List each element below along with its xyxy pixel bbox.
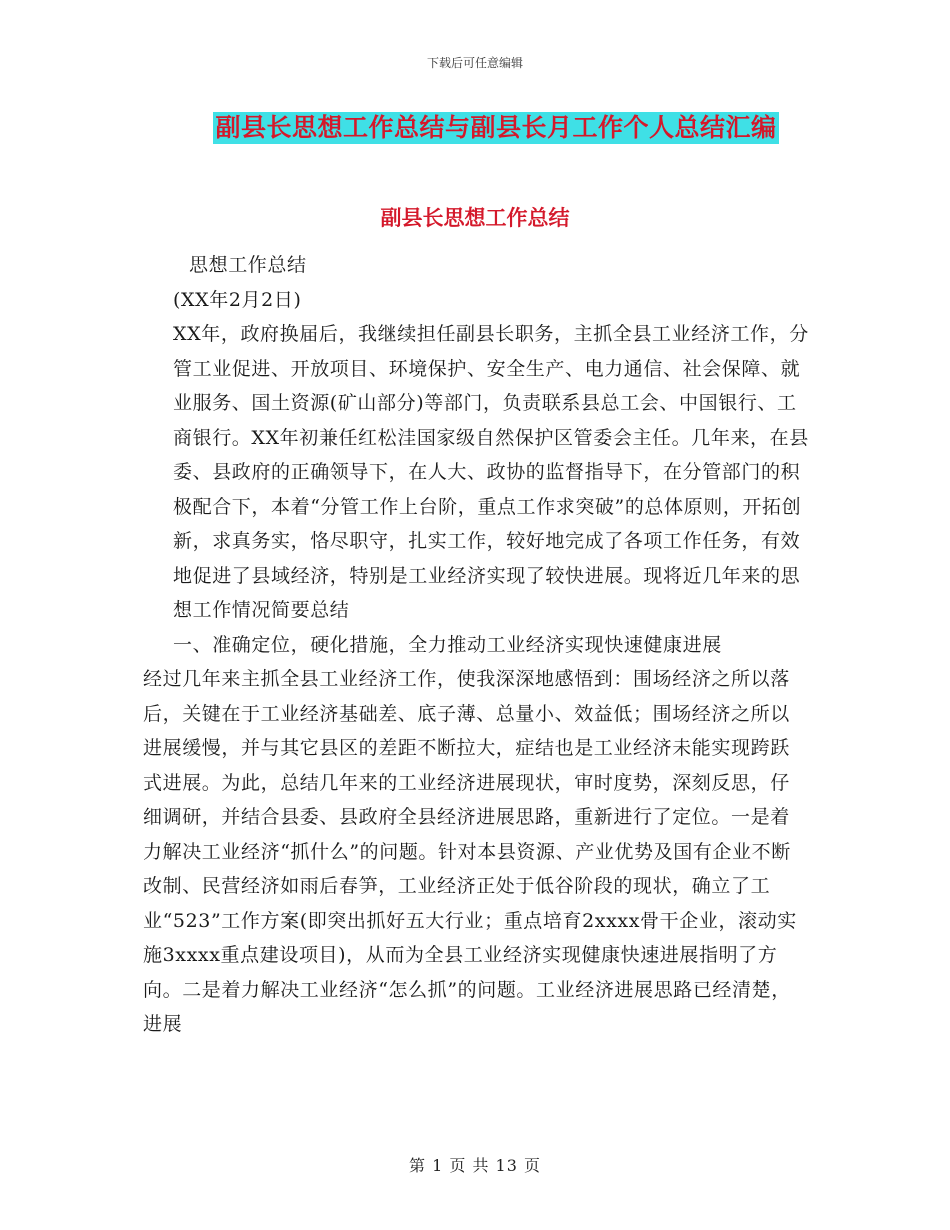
section-title: 副县长思想工作总结 <box>380 205 570 230</box>
heading-one: 一、准确定位，硬化措施，全力推动工业经济实现快速健康进展 <box>173 633 722 656</box>
subtitle-line: 思想工作总结 <box>189 254 307 276</box>
paragraph-body: 经过几年来主抓全县工业经济工作，使我深深地感悟到：围场经济之所以落后，关键在于工业经济基础差、底子薄、总量小、效益低；围场经济之所以进展缓慢，并与其它县区的差距不断拉大，症结也是工业经济未能实现跨跃式进展。为此，总结几年来的工业经济进展现状，审时度势，深刻反思，仔细调研，并结合县委、县政府全县经济进展思路，重新进行了定位。一是着力解决工业经济“抓什么”的问题。针对本县资源、产业优势及国有企业不断改制、民营经济如雨后春笋，工业经济正处于低谷阶段的现状，确立了工业“523”工作方案(即突出抓好五大行业；重点培育2xxxx骨干企业，滚动实施3xxxx重点建设项目)，从而为全县工业经济实现健康快速进展指明了方向。二是着力解决工业经济“怎么抓”的问题。工业经济进展思路已经清楚，进展 <box>143 668 797 1035</box>
body-text <box>143 248 809 1042</box>
main-title-wrap <box>0 112 950 144</box>
date-line: (XX年2月2日) <box>173 288 302 311</box>
main-title: 副县长思想工作总结与副县长月工作个人总结汇编 <box>215 113 777 142</box>
page-footer: 第 1 页 共 13 页 <box>409 1156 541 1175</box>
paragraph-intro: XX年，政府换届后，我继续担任副县长职务，主抓全县工业经济工作，分管工业促进、开放项目、环境保护、安全生产、电力通信、社会保障、就业服务、国土资源(矿山部分)等部门，负责联系县总工会、中国银行、工商银行。XX年初兼任红松洼国家级自然保护区管委会主任。几年来，在县委、县政府的正确领导下，在人大、政协的监督指导下，在分管部门的积极配合下，本着“分管工作上台阶，重点工作求突破”的总体原则，开拓创新，求真务实，恪尽职守，扎实工作，较好地完成了各项工作任务，有效地促进了县域经济，特别是工业经济实现了较快进展。现将近几年来的思想工作情况简要总结 <box>173 323 809 621</box>
header-note: 下载后可任意编辑 <box>426 56 523 70</box>
